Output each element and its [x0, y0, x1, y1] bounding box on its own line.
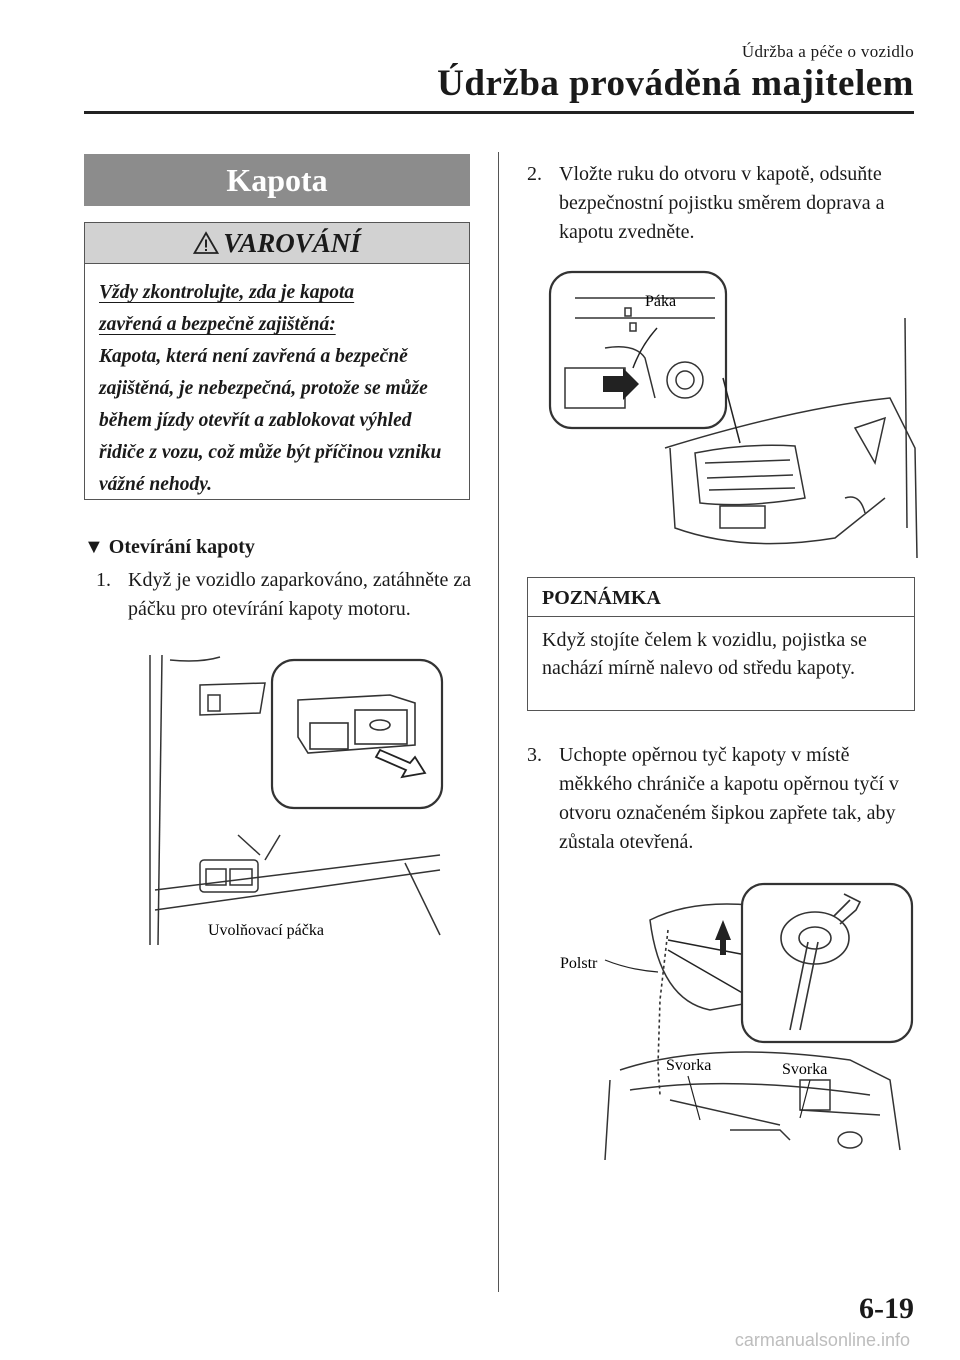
hood-support-rod-illustration [550, 880, 915, 1165]
triangle-down-icon: ▼ [84, 536, 104, 558]
warning-triangle-icon [193, 231, 219, 255]
page-number: 6-19 [859, 1292, 914, 1325]
pad-label: Polstr [560, 955, 598, 972]
safety-catch-illustration [545, 268, 920, 558]
step-text: Vložte ruku do otvoru v kapotě, odsuňte bezpečnostní pojistku směrem doprava a kapotu zvedněte. [559, 163, 885, 243]
step-number: 3. [527, 744, 542, 766]
subsection-title: Otevírání kapoty [108, 536, 255, 558]
note-box [527, 577, 915, 711]
step-text: Uchopte opěrnou tyč kapoty v místě měkkého chrániče a kapotu opěrnou tyčí v otvoru označeném šipkou zapřete tak, aby zůstala otevřená. [559, 744, 899, 853]
chapter-subtitle: Údržba a péče o vozidlo [741, 42, 914, 61]
chapter-title: Údržba prováděná majitelem [437, 63, 914, 104]
warning-emphasis-line2: zavřená a bezpečně zajištěná: [99, 314, 336, 335]
step-text: Když je vozidlo zaparkováno, zatáhněte za páčku pro otevírání kapoty motoru. [128, 569, 472, 620]
step-3 [527, 741, 912, 857]
warning-body: Kapota, která není zavřená a bezpečně zajištěná, je nebezpečná, protože se může během jízdy otevřít a zablokovat výhled řidiče z vozu, což může být příčinou vzniku vážné nehody. [99, 346, 442, 495]
header-rule [84, 111, 914, 114]
lever-label: Páka [645, 293, 677, 310]
note-title: POZNÁMKA [528, 578, 914, 617]
watermark: carmanualsonline.info [734, 1330, 910, 1350]
step-1 [96, 566, 476, 624]
note-text: Když stojíte čelem k vozidlu, pojistka se nachází mírně nalevo od středu kapoty. [542, 629, 867, 679]
warning-emphasis-line1: Vždy zkontrolujte, zda je kapota [99, 282, 355, 303]
step-number: 1. [96, 569, 111, 591]
step-number: 2. [527, 163, 542, 185]
hood-release-lever-illustration [140, 655, 460, 945]
section-title: Kapota [84, 154, 470, 206]
clip-label-1: Svorka [666, 1057, 712, 1074]
warning-header [85, 223, 469, 264]
warning-title: VAROVÁNÍ [223, 228, 361, 258]
warning-text [99, 277, 459, 501]
step-2 [527, 160, 912, 247]
clip-label-2: Svorka [782, 1061, 828, 1078]
column-divider [498, 152, 499, 1292]
release-lever-label: Uvolňovací páčka [208, 922, 324, 939]
subsection-heading [84, 536, 255, 559]
warning-box [84, 222, 470, 500]
